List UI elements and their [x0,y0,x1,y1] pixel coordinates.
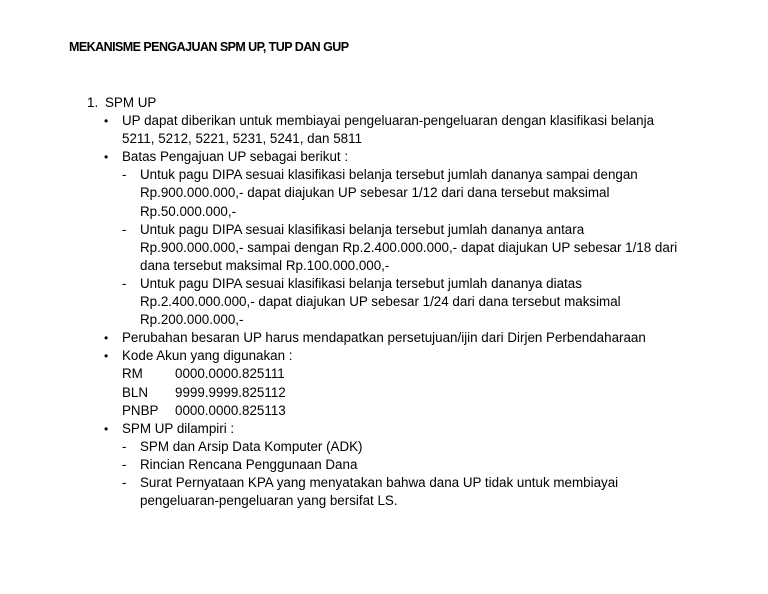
sub-list-item-continuation [0,311,768,329]
sub-list-item [0,438,768,456]
dash-marker: - [122,221,127,237]
sub-item-text: dana tersebut maksimal Rp.100.000.000,- [140,257,390,273]
account-code-row [0,365,768,383]
list-item-text: UP dapat diberikan untuk membiayai pengeluaran-pengeluaran dengan klasifikasi belanja [122,113,655,129]
list-item [0,329,768,347]
sub-item-text: pengeluaran-pengeluaran yang bersifat LS. [140,493,398,509]
sub-list-item-continuation [0,293,768,311]
bullet-icon: • [104,331,109,346]
sub-list-item [0,456,768,474]
account-code-row [0,402,768,420]
sub-item-text: Rp.900.000.000,- dapat diajukan UP sebesar 1/12 dari dana tersebut maksimal [140,185,610,201]
document-title: MEKANISME PENGAJUAN SPM UP, TUP DAN GUP [69,40,349,54]
bullet-icon: • [104,421,109,436]
account-code-value: 0000.0000.825113 [175,402,286,418]
sub-item-text: Rp.2.400.000.000,- dapat diajukan UP sebesar 1/24 dari dana tersebut maksimal [140,294,621,310]
document-body [0,94,768,510]
sub-list-item [0,474,768,492]
sub-list-item [0,166,768,184]
account-code-label: PNBP [122,402,159,418]
sub-list-item-continuation [0,492,768,510]
dash-marker: - [122,456,127,472]
account-code-label: RM [122,366,143,382]
account-code-row [0,384,768,402]
list-item-text: 5211, 5212, 5221, 5231, 5241, dan 5811 [122,131,363,147]
list-item [0,347,768,365]
bullet-icon: • [104,150,109,165]
account-code-label: BLN [122,384,149,400]
account-code-value: 0000.0000.825111 [175,366,285,382]
list-item [0,420,768,438]
dash-marker: - [122,438,127,454]
list-item-continuation [0,130,768,148]
sub-item-text: Untuk pagu DIPA sesuai klasifikasi belanja tersebut jumlah dananya sampai dengan [140,167,638,183]
sub-item-text: Rp.900.000.000,- sampai dengan Rp.2.400.000.000,- dapat diajukan UP sebesar 1/18 dari [140,239,678,255]
account-code-value: 9999.9999.825112 [175,384,286,400]
sub-list-item-continuation [0,184,768,202]
bullet-icon: • [104,349,109,364]
sub-item-text: Surat Pernyataan KPA yang menyatakan bahwa dana UP tidak untuk membiayai [140,474,619,490]
list-item-text: SPM UP dilampiri : [122,420,235,436]
sub-list-item [0,221,768,239]
section-number: 1. [87,95,99,110]
list-item [0,148,768,166]
sub-item-text: SPM dan Arsip Data Komputer (ADK) [140,438,363,454]
sub-item-text: Rincian Rencana Penggunaan Dana [140,456,358,472]
sub-item-text: Rp.50.000.000,- [140,203,237,219]
bullet-icon: • [104,114,109,129]
section-heading [0,94,768,112]
list-item [0,112,768,130]
list-item-text: Batas Pengajuan UP sebagai berikut : [122,149,349,165]
sub-list-item-continuation [0,239,768,257]
dash-marker: - [122,474,127,490]
sub-item-text: Untuk pagu DIPA sesuai klasifikasi belanja tersebut jumlah dananya diatas [140,275,582,291]
sub-list-item-continuation [0,257,768,275]
sub-list-item [0,275,768,293]
list-item-text: Kode Akun yang digunakan : [122,348,293,364]
sub-item-text: Untuk pagu DIPA sesuai klasifikasi belanja tersebut jumlah dananya antara [140,221,585,237]
sub-list-item-continuation [0,203,768,221]
dash-marker: - [122,275,127,291]
dash-marker: - [122,167,127,183]
list-item-text: Perubahan besaran UP harus mendapatkan persetujuan/ijin dari Dirjen Perbendaharaan [122,330,646,346]
sub-item-text: Rp.200.000.000,- [140,312,244,328]
section-title: SPM UP [105,95,157,110]
